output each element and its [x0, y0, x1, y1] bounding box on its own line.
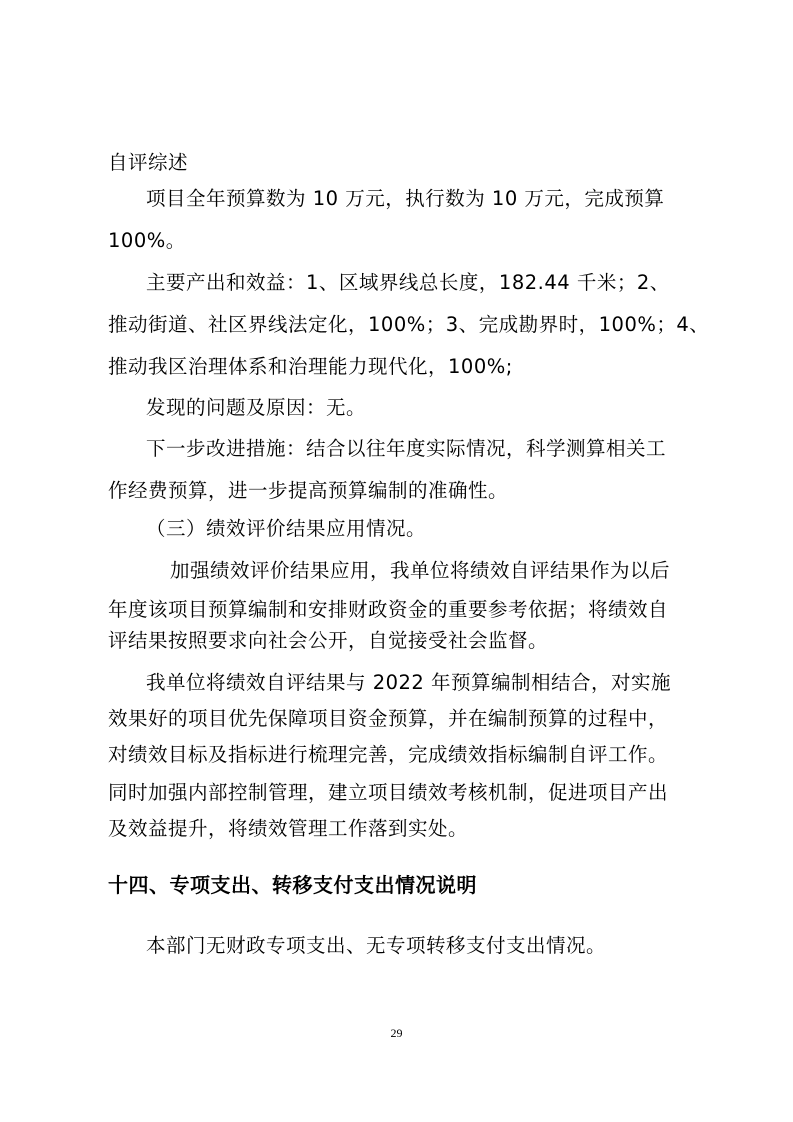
paragraph-line: 下一步改进措施：结合以往年度实际情况，科学测算相关工: [146, 437, 667, 460]
paragraph-line: 推动我区治理体系和治理能力现代化，100%;: [108, 355, 513, 378]
paragraph-line: 同时加强内部控制管理，建立项目绩效考核机制，促进项目产出: [108, 781, 669, 804]
paragraph-line: 本部门无财政专项支出、无专项转移支付支出情况。: [146, 934, 607, 957]
page-number: 29: [390, 1026, 403, 1040]
paragraph-line: 推动街道、社区界线法定化，100%；3、完成勘界时，100%；4、: [108, 313, 710, 336]
paragraph-line: 作经费预算，进一步提高预算编制的准确性。: [108, 479, 509, 502]
section-title: 自评综述: [108, 151, 189, 174]
paragraph-line: 发现的问题及原因：无。: [146, 396, 367, 419]
paragraph-line: 对绩效目标及指标进行梳理完善，完成绩效指标编制自评工作。: [108, 743, 669, 766]
paragraph-line: 100%。: [108, 229, 186, 252]
paragraph-line: 项目全年预算数为 10 万元，执行数为 10 万元，完成预算: [146, 187, 665, 210]
paragraph-line: 效果好的项目优先保障项目资金预算，并在编制预算的过程中，: [108, 707, 669, 730]
paragraph-line: 及效益提升，将绩效管理工作落到实处。: [108, 817, 469, 840]
subheading: （三）绩效评价结果应用情况。: [146, 517, 427, 540]
paragraph-line: 评结果按照要求向社会公开，自觉接受社会监督。: [108, 629, 549, 652]
paragraph-line: 我单位将绩效自评结果与 2022 年预算编制相结合，对实施: [146, 671, 672, 694]
paragraph-line: 加强绩效评价结果应用，我单位将绩效自评结果作为以后: [170, 559, 671, 582]
paragraph-line: 年度该项目预算编制和安排财政资金的重要参考依据；将绩效自: [108, 598, 669, 621]
section-heading: 十四、专项支出、转移支付支出情况说明: [108, 873, 477, 897]
paragraph-line: 主要产出和效益：1、区域界线总长度，182.44 千米；2、: [146, 271, 670, 294]
